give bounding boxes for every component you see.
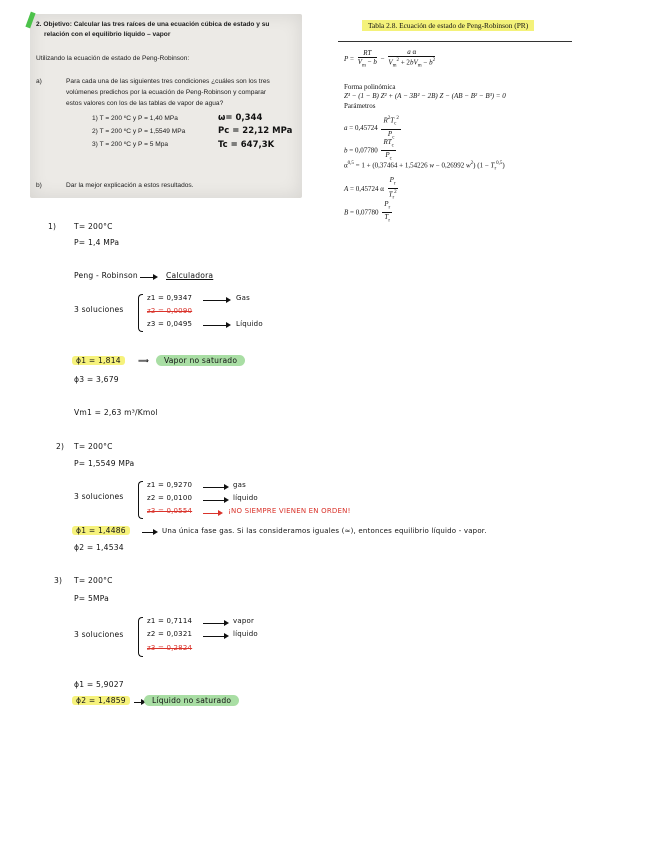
s1-z1: z1 = 0,9347 xyxy=(147,294,193,302)
s1-method-calc: Calculadora xyxy=(166,271,214,280)
table-rule xyxy=(338,41,572,42)
s2-z2: z2 = 0,0100 xyxy=(147,494,193,502)
part-a-line-1: Para cada una de las siguientes tres condiciones ¿cuáles son los tres xyxy=(66,78,270,85)
implies-icon: ⟹ xyxy=(138,356,150,365)
s2-phi2: ϕ2 = 1,4534 xyxy=(74,543,124,552)
s2-solutions-label: 3 soluciones xyxy=(74,492,124,501)
param-alpha: $\alpha^{0,5} = 1 + (0,37464 + 1,54226$ w − 0,26992 $w^2$) $(1 - T_r^{0,5})$ xyxy=(344,161,505,172)
arrow-icon xyxy=(134,702,144,703)
s1-method-pr: Peng - Robinson xyxy=(74,271,138,280)
peng-robinson-table xyxy=(338,20,574,230)
cubic-equation: Z³ − (1 − B) Z² + (A − 3B² − 2B) Z − (AB − B² − B³) = 0 xyxy=(344,92,506,100)
condition-1: 1) T = 200 ºC y P = 1,40 MPa xyxy=(92,115,178,122)
s1-number: 1) xyxy=(48,222,57,231)
arrow-icon xyxy=(203,636,227,637)
s3-z2-tag: líquido xyxy=(233,630,258,638)
param-A: A = 0,45724 α $\frac{P_r}{T_r^2}$ xyxy=(344,176,397,202)
part-a-line-3: estos valores con los de las tablas de vapor de agua? xyxy=(66,100,224,107)
s1-pressure: P= 1,4 MPa xyxy=(74,238,120,247)
s1-phi1-result: Vapor no saturado xyxy=(156,355,245,366)
using-pr-text: Utilizando la ecuación de estado de Peng-Robinson: xyxy=(36,55,190,62)
s3-temperature: T= 200°C xyxy=(74,576,113,585)
s3-phi2: ϕ2 = 1,4859 xyxy=(72,696,130,705)
param-a: a = 0,45724 $\frac{R^2T_c^2}{P_c}$ xyxy=(344,116,399,141)
s1-phi3: ϕ3 = 3,679 xyxy=(74,375,119,384)
s2-z3-struck: z3 = 0,0554 xyxy=(147,507,193,515)
table-title: Tabla 2.8. Ecuación de estado de Peng-Robinson (PR) xyxy=(362,20,534,31)
arrow-icon xyxy=(203,325,229,326)
s3-z1-tag: vapor xyxy=(233,617,255,625)
arrow-icon xyxy=(203,623,227,624)
s3-solutions-label: 3 soluciones xyxy=(74,630,124,639)
s1-phi1: ϕ1 = 1,814 xyxy=(72,356,125,365)
condition-3: 3) T = 200 ºC y P = 5 Mpa xyxy=(92,141,169,148)
forma-polinomica-label: Forma polinómica xyxy=(344,83,396,91)
arrow-icon xyxy=(203,500,227,501)
s3-phi2-result: Líquido no saturado xyxy=(144,695,239,706)
part-b-marker: b) xyxy=(36,182,42,189)
parametros-label: Parámetros xyxy=(344,102,376,110)
param-B: B = 0,07780 $\frac{P_r}{T_r}$ xyxy=(344,200,391,224)
part-a-marker: a) xyxy=(36,78,42,85)
s1-z3-tag: Líquido xyxy=(236,320,263,328)
s2-temperature: T= 200°C xyxy=(74,442,113,451)
s2-order-warning: ¡NO SIEMPRE VIENEN EN ORDEN! xyxy=(228,507,351,515)
condition-2: 2) T = 200 ºC y P = 1,5549 MPa xyxy=(92,128,186,135)
s3-z2: z2 = 0,0321 xyxy=(147,630,193,638)
s2-brace xyxy=(138,481,143,519)
s2-z1: z1 = 0,9270 xyxy=(147,481,193,489)
problem-statement-photo xyxy=(30,14,302,198)
tc-answer: Tc = 647,3K xyxy=(218,140,275,150)
s1-molar-volume: Vm1 = 2,63 m³/Kmol xyxy=(74,408,158,417)
red-arrow-icon xyxy=(203,513,221,514)
check-mark-icon xyxy=(25,12,35,29)
s1-z3: z3 = 0,0495 xyxy=(147,320,193,328)
s2-z1-tag: gas xyxy=(233,481,246,489)
part-b-text: Dar la mejor explicación a estos resultados. xyxy=(66,182,194,189)
arrow-icon xyxy=(142,532,156,533)
s1-brace xyxy=(138,294,143,332)
s3-z3-struck: z3 = 0,2824 xyxy=(147,644,193,652)
s2-pressure: P= 1,5549 MPa xyxy=(74,459,135,468)
part-a-line-2: volúmenes predichos por la ecuación de Peng-Robinson y comparar xyxy=(66,89,267,96)
s3-number: 3) xyxy=(54,576,63,585)
s1-z2-struck: z2 = 0,0090 xyxy=(147,307,193,315)
arrow-icon xyxy=(203,300,229,301)
objective-line-1: 2. Objetivo: Calcular las tres raíces de una ecuación cúbica de estado y su xyxy=(36,21,270,28)
omega-answer: ω= 0,344 xyxy=(218,113,263,123)
param-b: b = 0,07780 $\frac{RT_c}{P_c}$ xyxy=(344,138,394,162)
pr-equation: P = $\frac{RT}{V_m - b}$ − $\frac{\text{a α}}{V_m^2 + 2bV_m - b^2}$ xyxy=(344,48,436,69)
s2-z2-tag: líquido xyxy=(233,494,258,502)
s1-temperature: T= 200°C xyxy=(74,222,113,231)
s3-brace xyxy=(138,617,143,657)
objective-line-2: relación con el equilibrio líquido – vapor xyxy=(44,31,171,38)
s2-number: 2) xyxy=(56,442,65,451)
s2-comment: Una única fase gas. Si las consideramos iguales (≈), entonces equilibrio líquido - vapor. xyxy=(162,527,487,535)
s2-phi1: ϕ1 = 1,4486 xyxy=(72,526,130,535)
s3-z1: z1 = 0,7114 xyxy=(147,617,193,625)
arrow-icon xyxy=(140,277,156,278)
s3-pressure: P= 5MPa xyxy=(74,594,110,603)
s1-z1-tag: Gas xyxy=(236,294,250,302)
pc-answer: Pc = 22,12 MPa xyxy=(218,126,293,136)
arrow-icon xyxy=(203,487,227,488)
s1-solutions-label: 3 soluciones xyxy=(74,305,124,314)
s3-phi1: ϕ1 = 5,9027 xyxy=(74,680,124,689)
